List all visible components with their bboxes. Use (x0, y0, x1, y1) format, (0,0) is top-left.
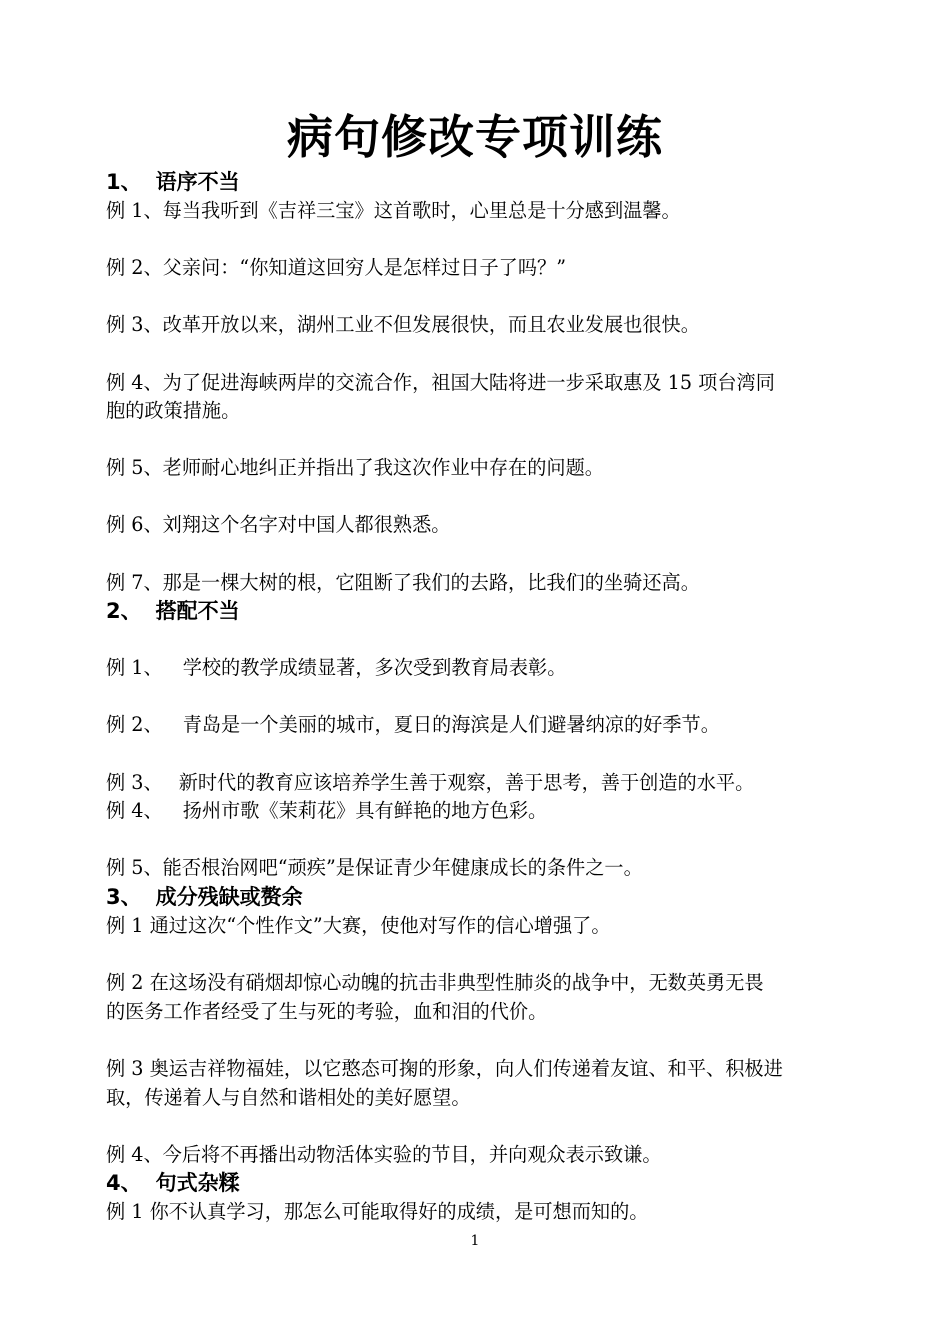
example-line: 例 4、为了促进海峡两岸的交流合作，祖国大陆将进一步采取惠及 15 项台湾同 (106, 371, 775, 394)
example-line: 例 6、刘翔这个名字对中国人都很熟悉。 (106, 513, 451, 536)
example-line (106, 654, 566, 682)
section-heading-4 (106, 1169, 240, 1197)
example-line-continued: 的医务工作者经受了生与死的考验，血和泪的代价。 (106, 1000, 548, 1023)
example-line-continued: 取，传递着人与自然和谐相处的美好愿望。 (106, 1086, 471, 1109)
section-number: 4、 (106, 1171, 142, 1195)
section-number: 2、 (106, 599, 142, 623)
example-prefix: 例 3、 (106, 771, 163, 794)
section-title: 语序不当 (155, 170, 240, 194)
section-heading-3 (106, 883, 303, 911)
example-line (106, 769, 754, 797)
example-line: 例 5、能否根治网吧“顽疾”是保证青少年健康成长的条件之一。 (106, 856, 643, 879)
section-heading-1 (106, 168, 240, 196)
page-title: 病句修改专项训练 (287, 110, 663, 164)
example-line-continued: 胞的政策措施。 (106, 399, 241, 422)
section-number: 3、 (106, 885, 142, 909)
example-prefix: 例 4、 (106, 799, 163, 822)
example-line: 例 3、改革开放以来，湖州工业不但发展很快，而且农业发展也很快。 (106, 313, 700, 336)
section-heading-2 (106, 597, 240, 625)
example-line (106, 711, 720, 739)
example-line: 例 3 奥运吉祥物福娃，以它憨态可掬的形象，向人们传递着友谊、和平、积极进 (106, 1057, 783, 1080)
example-line (106, 797, 547, 825)
example-line: 例 7、那是一棵大树的根，它阻断了我们的去路，比我们的坐骑还高。 (106, 571, 700, 594)
example-text: 扬州市歌《茉莉花》具有鲜艳的地方色彩。 (182, 799, 548, 822)
page-number: 1 (470, 1233, 480, 1249)
example-line: 例 2、父亲问：“你知道这回穷人是怎样过日子了吗？” (106, 256, 567, 279)
section-number: 1、 (106, 170, 142, 194)
example-line: 例 2 在这场没有硝烟却惊心动魄的抗击非典型性肺炎的战争中，无数英勇无畏 (106, 971, 764, 994)
example-line: 例 1 通过这次“个性作文”大赛，使他对写作的信心增强了。 (106, 914, 611, 937)
section-title: 成分残缺或赘余 (155, 885, 303, 909)
example-text: 青岛是一个美丽的城市，夏日的海滨是人们避暑纳凉的好季节。 (182, 713, 720, 736)
example-line: 例 1 你不认真学习，那怎么可能取得好的成绩，是可想而知的。 (106, 1200, 649, 1223)
example-line: 例 5、老师耐心地纠正并指出了我这次作业中存在的问题。 (106, 456, 604, 479)
example-prefix: 例 1、 (106, 656, 163, 679)
example-text: 学校的教学成绩显著，多次受到教育局表彰。 (182, 656, 567, 679)
section-title: 句式杂糅 (155, 1171, 240, 1195)
example-line: 例 4、今后将不再播出动物活体实验的节目，并向观众表示致谦。 (106, 1143, 662, 1166)
example-text: 新时代的教育应该培养学生善于观察，善于思考，善于创造的水平。 (178, 771, 755, 794)
example-line: 例 1、每当我听到《吉祥三宝》这首歌时，心里总是十分感到温馨。 (106, 199, 681, 222)
section-title: 搭配不当 (155, 599, 240, 623)
example-prefix: 例 2、 (106, 713, 163, 736)
